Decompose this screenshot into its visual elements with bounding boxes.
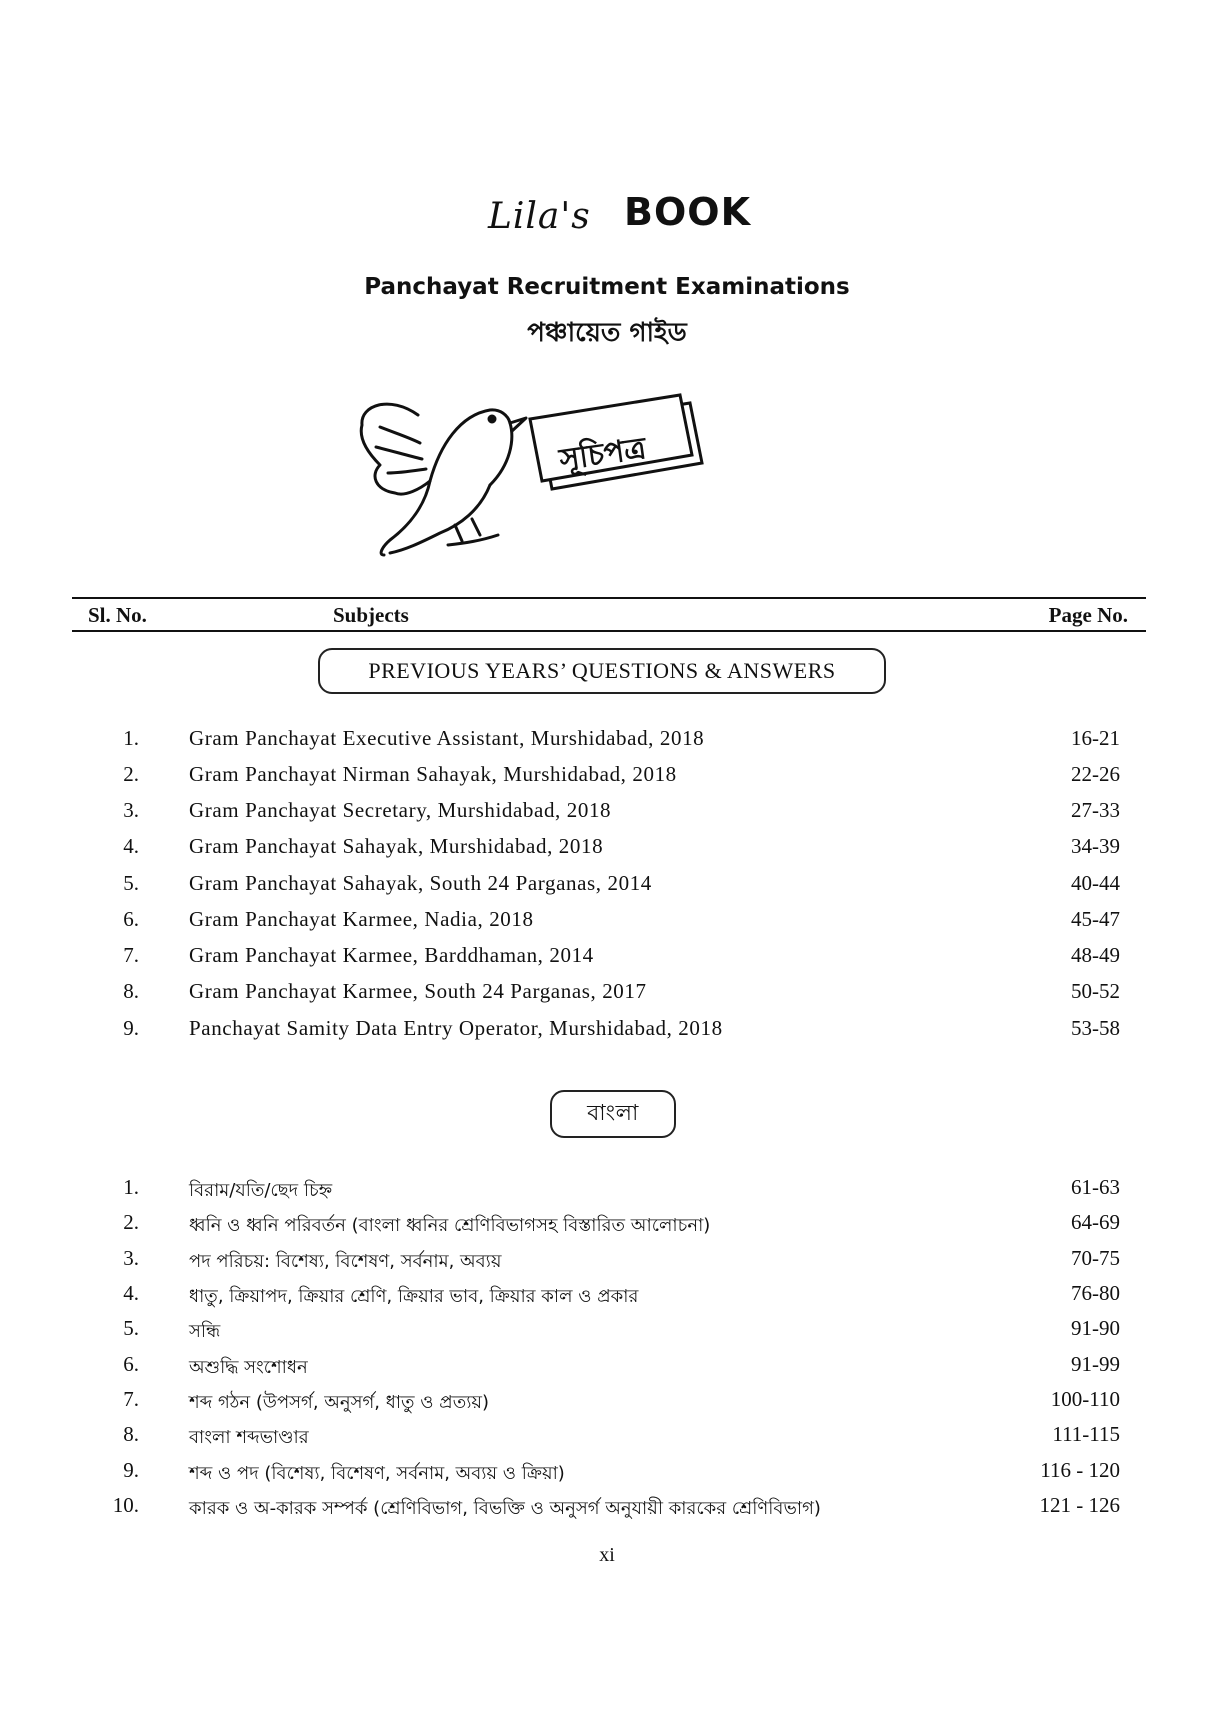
list-item bbox=[0, 834, 1214, 868]
item-subject: অশুদ্ধি সংশোধন bbox=[189, 1357, 308, 1378]
list-item bbox=[0, 943, 1214, 977]
item-page: 16-21 bbox=[1071, 726, 1120, 750]
list-item bbox=[0, 1352, 1214, 1386]
list-item bbox=[0, 798, 1214, 832]
item-page: 111-115 bbox=[1052, 1422, 1120, 1446]
item-number: 10. bbox=[112, 1493, 139, 1517]
item-page: 116 - 120 bbox=[1040, 1458, 1120, 1482]
header-bottom-rule bbox=[72, 630, 1146, 632]
column-subjects: Subjects bbox=[333, 603, 409, 627]
list-item bbox=[0, 1210, 1214, 1244]
item-page: 61-63 bbox=[1071, 1175, 1120, 1199]
page-number: xi bbox=[599, 1544, 615, 1566]
item-page: 64-69 bbox=[1071, 1210, 1120, 1234]
item-number: 9. bbox=[123, 1016, 139, 1040]
brand-book: BOOK bbox=[624, 190, 752, 234]
column-sl-no: Sl. No. bbox=[88, 603, 147, 627]
item-subject: ধ্বনি ও ধ্বনি পরিবর্তন (বাংলা ধ্বনির শ্রেণিবিভাগসহ বিস্তারিত আলোচনা) bbox=[189, 1215, 711, 1236]
list-item bbox=[0, 1493, 1214, 1527]
item-subject: Panchayat Samity Data Entry Operator, Murshidabad, 2018 bbox=[189, 1016, 723, 1040]
item-page: 34-39 bbox=[1071, 834, 1120, 858]
list-item bbox=[0, 907, 1214, 941]
column-page-no: Page No. bbox=[1048, 603, 1128, 627]
item-page: 53-58 bbox=[1071, 1016, 1120, 1040]
item-number: 6. bbox=[123, 907, 139, 931]
item-page: 40-44 bbox=[1071, 871, 1120, 895]
list-item bbox=[0, 1246, 1214, 1280]
item-subject: বাংলা শব্দভাণ্ডার bbox=[189, 1427, 309, 1448]
item-page: 45-47 bbox=[1071, 907, 1120, 931]
item-number: 1. bbox=[123, 726, 139, 750]
item-subject: Gram Panchayat Nirman Sahayak, Murshidabad, 2018 bbox=[189, 762, 677, 786]
item-subject: Gram Panchayat Sahayak, South 24 Parganas, 2014 bbox=[189, 871, 652, 895]
list-item bbox=[0, 1422, 1214, 1456]
item-page: 100-110 bbox=[1050, 1387, 1120, 1411]
item-page: 91-99 bbox=[1071, 1352, 1120, 1376]
list-item bbox=[0, 726, 1214, 760]
section-title-bangla: বাংলা bbox=[587, 1101, 639, 1126]
item-number: 6. bbox=[123, 1352, 139, 1376]
list-item bbox=[0, 1016, 1214, 1050]
item-number: 7. bbox=[123, 1387, 139, 1411]
item-page: 70-75 bbox=[1071, 1246, 1120, 1270]
item-page: 50-52 bbox=[1071, 979, 1120, 1003]
section-title-box bbox=[318, 648, 886, 694]
item-subject: বিরাম/যতি/ছেদ চিহ্ন bbox=[189, 1180, 333, 1201]
list-item bbox=[0, 1175, 1214, 1209]
item-number: 9. bbox=[123, 1458, 139, 1482]
item-page: 27-33 bbox=[1071, 798, 1120, 822]
item-subject: Gram Panchayat Executive Assistant, Murshidabad, 2018 bbox=[189, 726, 705, 750]
list-item bbox=[0, 1316, 1214, 1350]
item-number: 8. bbox=[123, 1422, 139, 1446]
list-item bbox=[0, 762, 1214, 796]
item-subject: শব্দ গঠন (উপসর্গ, অনুসর্গ, ধাতু ও প্রত্যয়) bbox=[189, 1392, 490, 1413]
item-page: 48-49 bbox=[1071, 943, 1120, 967]
item-number: 8. bbox=[123, 979, 139, 1003]
item-number: 2. bbox=[123, 762, 139, 786]
item-number: 3. bbox=[123, 798, 139, 822]
item-subject: Gram Panchayat Secretary, Murshidabad, 2018 bbox=[189, 798, 612, 822]
item-number: 4. bbox=[123, 1281, 139, 1305]
item-number: 1. bbox=[123, 1175, 139, 1199]
header-top-rule bbox=[72, 597, 1146, 599]
item-subject: Gram Panchayat Karmee, South 24 Parganas, 2017 bbox=[189, 979, 647, 1003]
item-subject: Gram Panchayat Karmee, Barddhaman, 2014 bbox=[189, 943, 594, 967]
item-number: 7. bbox=[123, 943, 139, 967]
item-page: 91-90 bbox=[1071, 1316, 1120, 1340]
item-subject: Gram Panchayat Sahayak, Murshidabad, 2018 bbox=[189, 834, 604, 858]
brand-script: Lila's bbox=[488, 196, 591, 237]
item-number: 5. bbox=[123, 871, 139, 895]
item-subject: ধাতু, ক্রিয়াপদ, ক্রিয়ার শ্রেণি, ক্রিয়ার ভাব, ক্রিয়ার কাল ও প্রকার bbox=[189, 1286, 639, 1307]
list-item bbox=[0, 1387, 1214, 1421]
book-subtitle-bengali: পঞ্চায়েত গাইড bbox=[527, 318, 687, 348]
section-title: PREVIOUS YEARS’ QUESTIONS & ANSWERS bbox=[368, 658, 836, 683]
tag-label: সূচিপত্র bbox=[557, 431, 649, 478]
section-title-box-bangla bbox=[550, 1090, 676, 1138]
item-number: 5. bbox=[123, 1316, 139, 1340]
item-subject: পদ পরিচয়: বিশেষ্য, বিশেষণ, সর্বনাম, অব্যয় bbox=[189, 1251, 502, 1272]
book-subtitle: Panchayat Recruitment Examinations bbox=[364, 274, 850, 300]
list-item bbox=[0, 979, 1214, 1013]
item-number: 3. bbox=[123, 1246, 139, 1270]
list-item bbox=[0, 1458, 1214, 1492]
item-page: 22-26 bbox=[1071, 762, 1120, 786]
item-number: 4. bbox=[123, 834, 139, 858]
item-subject: কারক ও অ-কারক সম্পর্ক (শ্রেণিবিভাগ, বিভক্তি ও অনুসর্গ অনুযায়ী কারকের শ্রেণিবিভাগ) bbox=[189, 1498, 821, 1519]
item-page: 121 - 126 bbox=[1039, 1493, 1120, 1517]
item-subject: সন্ধি bbox=[189, 1321, 221, 1342]
item-subject: Gram Panchayat Karmee, Nadia, 2018 bbox=[189, 907, 534, 931]
list-item bbox=[0, 1281, 1214, 1315]
item-page: 76-80 bbox=[1071, 1281, 1120, 1305]
item-number: 2. bbox=[123, 1210, 139, 1234]
item-subject: শব্দ ও পদ (বিশেষ্য, বিশেষণ, সর্বনাম, অব্যয় ও ক্রিয়া) bbox=[189, 1463, 565, 1484]
list-item bbox=[0, 871, 1214, 905]
